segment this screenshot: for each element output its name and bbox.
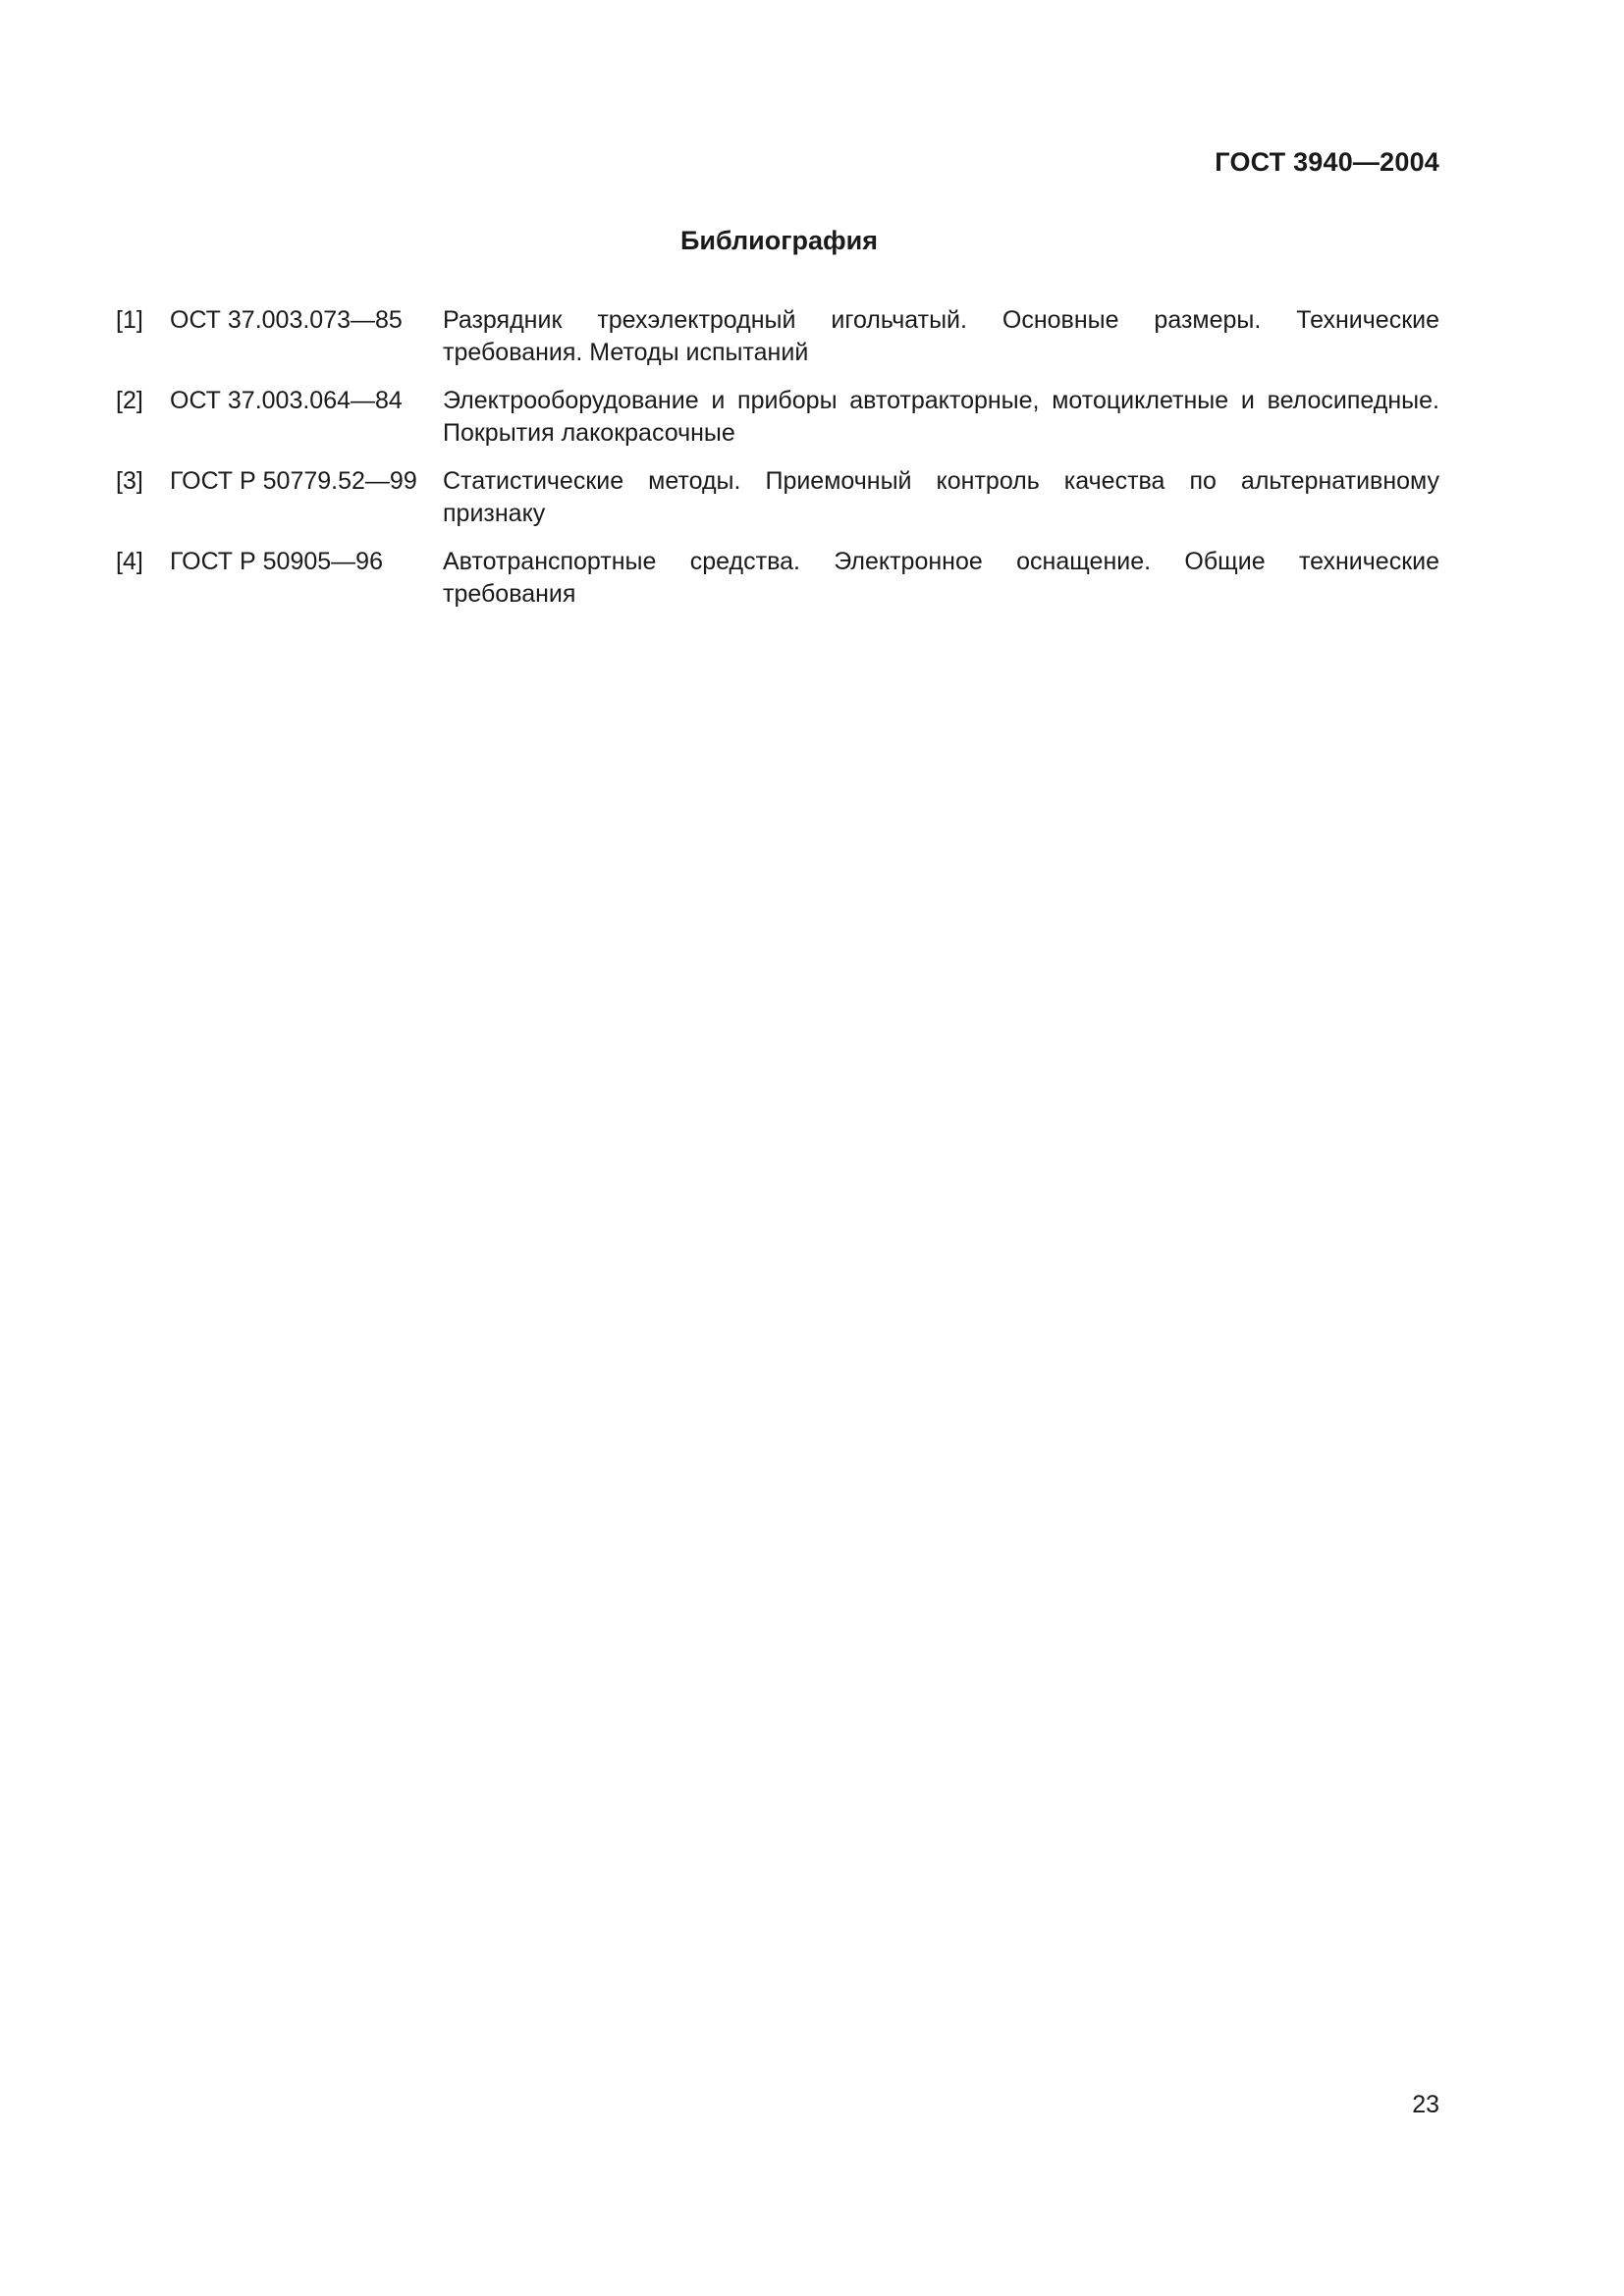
entry-reference: ОСТ 37.003.064—84 — [170, 387, 403, 414]
bibliography-entry — [116, 385, 1439, 450]
entry-number: [2] — [116, 387, 143, 414]
bibliography-entry — [116, 304, 1439, 369]
entry-reference: ГОСТ Р 50779.52—99 — [170, 467, 417, 495]
bibliography-entry — [116, 465, 1439, 530]
entry-number: [4] — [116, 548, 143, 575]
bibliography-list — [116, 304, 1439, 626]
entry-reference: ГОСТ Р 50905—96 — [170, 548, 383, 575]
entry-title: Статистические методы. Приемочный контроль качества по альтернативному признаку — [443, 467, 1439, 527]
entry-title: Электрооборудование и приборы автотракторные, мотоциклетные и велосипедные. Покрытия лакокрасочные — [443, 387, 1439, 447]
entry-title: Автотранспортные средства. Электронное оснащение. Общие технические требования — [443, 548, 1439, 608]
document-code: ГОСТ 3940—2004 — [1215, 147, 1439, 177]
section-title: Библиография — [680, 226, 878, 255]
entry-number: [3] — [116, 467, 143, 495]
bibliography-entry — [116, 546, 1439, 611]
entry-title: Разрядник трехэлектродный игольчатый. Основные размеры. Технические требования. Методы испытаний — [443, 306, 1439, 366]
entry-reference: ОСТ 37.003.073—85 — [170, 306, 403, 334]
entry-number: [1] — [116, 306, 143, 334]
page-number: 23 — [1412, 2091, 1439, 2118]
